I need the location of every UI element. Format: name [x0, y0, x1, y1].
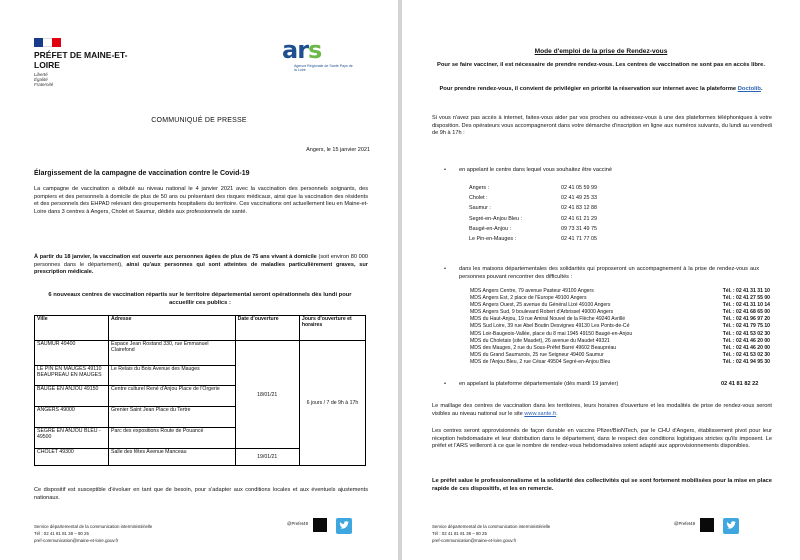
bullet-text: dans les maisons départementales des solidarités qui proposeront un accompagnement à la prise de rendez-vous aux personnes pouvant rencontrer des difficultés : [459, 266, 759, 280]
mds-name: MDS Sud Loire, 39 rue Abel Boutin Desvignes 49130 Les Ponts-de-Cé [470, 323, 630, 330]
mds-phone: Tél. : 02 41 31 31 10 [722, 288, 770, 294]
table-cell-adresse: Salle des fêtes Avenue Manceau [109, 449, 236, 466]
x-icon[interactable] [313, 518, 327, 532]
footer-contact [34, 523, 152, 544]
list-item [470, 309, 770, 316]
list-item [470, 359, 770, 366]
table-cell-adresse: Le Relais du Bois Avenue des Mauges [109, 366, 236, 386]
table-cell-adresse: Grenier Saint Jean Place du Tertre [109, 407, 236, 428]
national-map-text: Le maillage des centres de vaccination dans les territoires, leurs horaires d'ouverture et les modalités de prise de rendez-vous seront visibles au niveau national sur le site [432, 403, 772, 417]
centre-phone: 02 41 61 21 29 [561, 215, 597, 222]
online-booking-text: Pour prendre rendez-vous, il convient de privilégier en priorité la réservation sur internet avec la plateforme [439, 86, 738, 92]
centre-name: Cholet : [469, 195, 488, 202]
footer-phone: Tél : 02 41 81 81 38 – 80 25 [34, 531, 89, 536]
ars-logo-subtitle: Agence Régionale de Santé Pays de la Loire [294, 64, 353, 72]
national-map-end: . [556, 410, 558, 417]
motto-fraternite: Fraternité [34, 82, 54, 87]
centre-phone: 02 41 49 25 33 [561, 195, 597, 202]
list-item [470, 288, 770, 295]
mds-phone: Tél. : 02 41 46 20 00 [722, 337, 770, 344]
table-cell-horaires: 6 jours / 7 de 9h à 17h [299, 341, 365, 466]
vaccination-centres-table [34, 315, 366, 466]
centre-name: Saumur : [469, 205, 491, 212]
appointment-guide-page [402, 0, 800, 560]
mds-phone: Tél. : 02 41 53 02 30 [722, 330, 770, 337]
table-cell-ville: BAUGE EN ANJOU 49150 [35, 386, 109, 407]
republic-motto [34, 72, 53, 87]
mds-phone: Tél. : 02 41 31 10 14 [722, 302, 770, 309]
prefecture-name: PRÉFET DE MAINE-ET-LOIRE [34, 50, 128, 70]
footer-service: Service départemental de la communication interministérielle [34, 524, 153, 529]
table-cell-ville: SEGRE EN ANJOU BLEU - 49500 [35, 428, 109, 449]
centre-phone-list [469, 183, 641, 244]
centre-name: Le Pin-en-Mauges : [469, 236, 517, 243]
mds-name: MDS du Haut-Anjou, 19 rue Amiral Nouvel de la Flèche 49240 Avrillé [470, 316, 626, 323]
dateline: Angers, le 15 janvier 2021 [306, 147, 370, 153]
press-release-title: Élargissement de la campagne de vaccination contre le Covid-19 [34, 170, 250, 177]
table-row [35, 341, 366, 366]
mds-phone: Tél. : 02 41 68 65 00 [722, 309, 770, 316]
mds-name: MDS Angers Sud, 9 boulevard Robert d'Arbrissel 49000 Angers [470, 309, 614, 316]
mds-name: MDS Loir-Baugeois-Vallée, place du 8 mai 1945 49150 Baugé-en-Anjou [470, 330, 633, 337]
list-item [469, 214, 641, 224]
list-item [470, 323, 770, 330]
phone-support-intro: Si vous n'avez pas accès à internet, faites-vous aider par vos proches ou adressez-vous à une des plateformes téléphoniques à votre disposition. Des opérateurs vous accompagneront dans votre démarche d'inscription en ligne aux numéros suivants, du lundi au vendredi de 9h à 17h : [432, 115, 772, 137]
bullet-icon: • [444, 167, 446, 173]
table-cell-date: 18/01/21 [235, 341, 299, 449]
table-cell-ville: ANGERS 49000 [35, 407, 109, 428]
twitter-bird-icon[interactable] [336, 518, 352, 534]
centre-phone: 02 41 83 12 88 [561, 205, 597, 212]
centre-name: Angers : [469, 185, 490, 191]
list-item [469, 183, 641, 193]
table-cell-date: 19/01/21 [235, 449, 299, 466]
sante-fr-link[interactable]: www.sante.fr [524, 410, 557, 417]
mds-name: MDS des Mauges, 2 rue du Sous-Préfet Barré 49602 Beaupréau [470, 344, 617, 351]
closing-thanks: Le préfet salue le professionnalisme et la solidarité des collectivités qui se sont fortement mobilisées pour la mise en place rapide de ces dispositifs, et les en remercie. [432, 478, 772, 492]
mds-phone: Tél. : 02 41 96 97 20 [722, 316, 770, 323]
no-free-access-notice: Pour se faire vacciner, il est nécessaire de prendre rendez-vous. Les centres de vaccination ne sont pas en accès libre. [437, 62, 765, 68]
mds-name: MDS Angers Est, 2 place de l'Europe 49100 Angers [470, 295, 587, 302]
list-item [469, 224, 641, 234]
list-item [470, 352, 770, 359]
table-cell-ville: LE PIN EN MAUGES 49110 BEAUPREAU EN MAUGES [35, 366, 109, 386]
mds-phone-list [470, 288, 770, 366]
centre-phone: 02 41 05 59 99 [561, 185, 597, 191]
footer-contact [432, 523, 550, 544]
bullet-text: en appelant la plateforme départementale (dès mardi 19 janvier) [459, 381, 619, 387]
table-cell-adresse: Centre culturel René d'Anjou Place de l'Orgerie [109, 386, 236, 407]
list-item [469, 234, 641, 244]
motto-egalite: Égalité [34, 77, 48, 82]
eligibility-bold-c: ainsi qu'aux personnes qui sont atteintes de maladies particulièrement graves, sur prescription médicale. [34, 261, 368, 276]
mds-phone: Tél. : 02 41 79 75 10 [722, 323, 770, 330]
eligibility-paragraph [34, 254, 368, 277]
twitter-bird-icon[interactable] [723, 518, 739, 534]
mds-phone: Tél. : 02 41 46 20 00 [722, 344, 770, 351]
mds-name: MDS de l'Anjou Bleu, 2 rue César 49504 Segré-en-Anjou Bleu [470, 358, 611, 365]
mds-phone: Tél. : 02 41 27 55 00 [722, 295, 770, 302]
centre-name: Baugé-en-Anjou : [469, 225, 511, 232]
list-item [469, 193, 641, 203]
table-cell-adresse: Parc des expositions Route de Pouancé [109, 428, 236, 449]
french-flag-icon [34, 38, 61, 47]
list-item [470, 338, 770, 345]
mds-name: MDS du Grand Saumurois, 25 rue Seigneur 49400 Saumur [470, 351, 604, 358]
table-header-date: Date d'ouverture [235, 316, 299, 341]
table-header-ville: Ville [35, 316, 109, 341]
footer-email: pref-communication@maine-et-loire.gouv.fr [432, 538, 517, 543]
list-item [470, 316, 770, 323]
mds-phone: Tél. : 02 41 94 95 30 [722, 358, 770, 365]
table-intro: 6 nouveaux centres de vaccination répartis sur le territoire départemental seront opérationnels dès lundi pour accueillir ces publics : [48, 292, 352, 306]
list-item [470, 331, 770, 338]
list-item [469, 203, 641, 213]
footer-handle: @Prefet49 [287, 521, 309, 526]
mds-name: MDS Angers Centre, 79 avenue Pasteur 49100 Angers [470, 288, 594, 294]
centre-name: Segré-en-Anjou Bleu : [469, 215, 523, 222]
ars-logo-word: ars [282, 36, 322, 64]
online-booking-end: . [760, 86, 763, 92]
footer-email: pref-communication@maine-et-loire.gouv.fr [34, 538, 119, 543]
footer-phone: Tél : 02 41 81 81 38 – 80 25 [432, 531, 487, 536]
table-cell-ville: SAUMUR 49400 [35, 341, 109, 366]
department-platform-phone: 02 41 81 82 22 [721, 381, 759, 387]
eligibility-bold-a: À partir du 18 janvier, la vaccination est ouverte aux personnes âgées de plus de 75 ans vivant à domicile [34, 254, 317, 260]
closing-paragraph: Ce dispositif est susceptible d'évoluer en tant que de besoin, pour s'adapter aux conditions locales et aux éventuels ajustements nationaux. [34, 487, 368, 501]
list-item [470, 345, 770, 352]
mds-name: MDS Angers Ouest, 25 avenue du Général Lizé 49100 Angers [470, 302, 611, 309]
table-header-horaires: Jours d'ouverture et horaires [299, 316, 365, 341]
guide-title: Mode d'emploi de la prise de Rendez-vous [534, 48, 668, 55]
intro-paragraph: La campagne de vaccination a débuté au niveau national le 4 janvier 2021 avec la vaccination des personnels soignants, des pompiers et des personnels à domicile de plus de 50 ans ou présentant des risques médicaux, ainsi que la vaccination des résidents et des personnels des EHPAD relevant des groupements hospitaliers du territoire. Ces vaccinations ont actuellement lieu en Maine-et-Loire dans 3 centres à Angers, Cholet et Saumur, dédiés aux professionnels de santé. [34, 186, 368, 215]
bullet-icon: • [444, 381, 446, 387]
document-type: COMMUNIQUÉ DE PRESSE [151, 117, 247, 124]
footer-service: Service départemental de la communication interministérielle [432, 524, 551, 529]
bullet-icon: • [444, 266, 446, 272]
mds-phone: Tél. : 02 41 53 02 30 [722, 351, 770, 358]
press-release-page [0, 0, 398, 560]
doctolib-link[interactable]: Doctolib [737, 86, 761, 92]
online-booking-notice [432, 86, 770, 94]
table-header-adresse: Adresse [109, 316, 236, 341]
mds-name: MDS du Choletais (site Maudet), 26 avenue du Maudet 49321 [470, 337, 610, 344]
list-item [470, 302, 770, 309]
motto-liberte: Liberté [34, 72, 48, 77]
x-icon[interactable] [700, 518, 714, 532]
eligibility-plain: (soit environ 80 000 personnes dans le département), [34, 254, 369, 268]
ars-logo [282, 36, 352, 74]
table-cell-ville: CHOLET 49300 [35, 449, 109, 466]
footer-handle: @Prefet49 [674, 521, 696, 526]
bullet-text: en appelant le centre dans lequel vous souhaitez être vacciné [459, 167, 612, 173]
supply-paragraph: Les centres seront approvisionnés de façon durable en vaccins Pfizer/BioNTech, par le CHU d'Angers, établissement pivot pour leur réception hebdomadaire et leur distribution dans le département, dans le respect des conditions logistiques strictes qu'ils imposent. Le préfet et l'ARS veilleront à ce que le nombre de rendez-vous hebdomadaires soient adapté aux approvisionnements disponibles. [432, 428, 772, 450]
centre-phone: 09 73 31 49 75 [561, 225, 597, 232]
centre-phone: 02 41 71 77 05 [561, 236, 597, 243]
list-item [470, 295, 770, 302]
national-map-paragraph [432, 403, 772, 418]
table-cell-adresse: Espace Jean Rostand 330, rue Emmanuel Clairefond [109, 341, 236, 366]
